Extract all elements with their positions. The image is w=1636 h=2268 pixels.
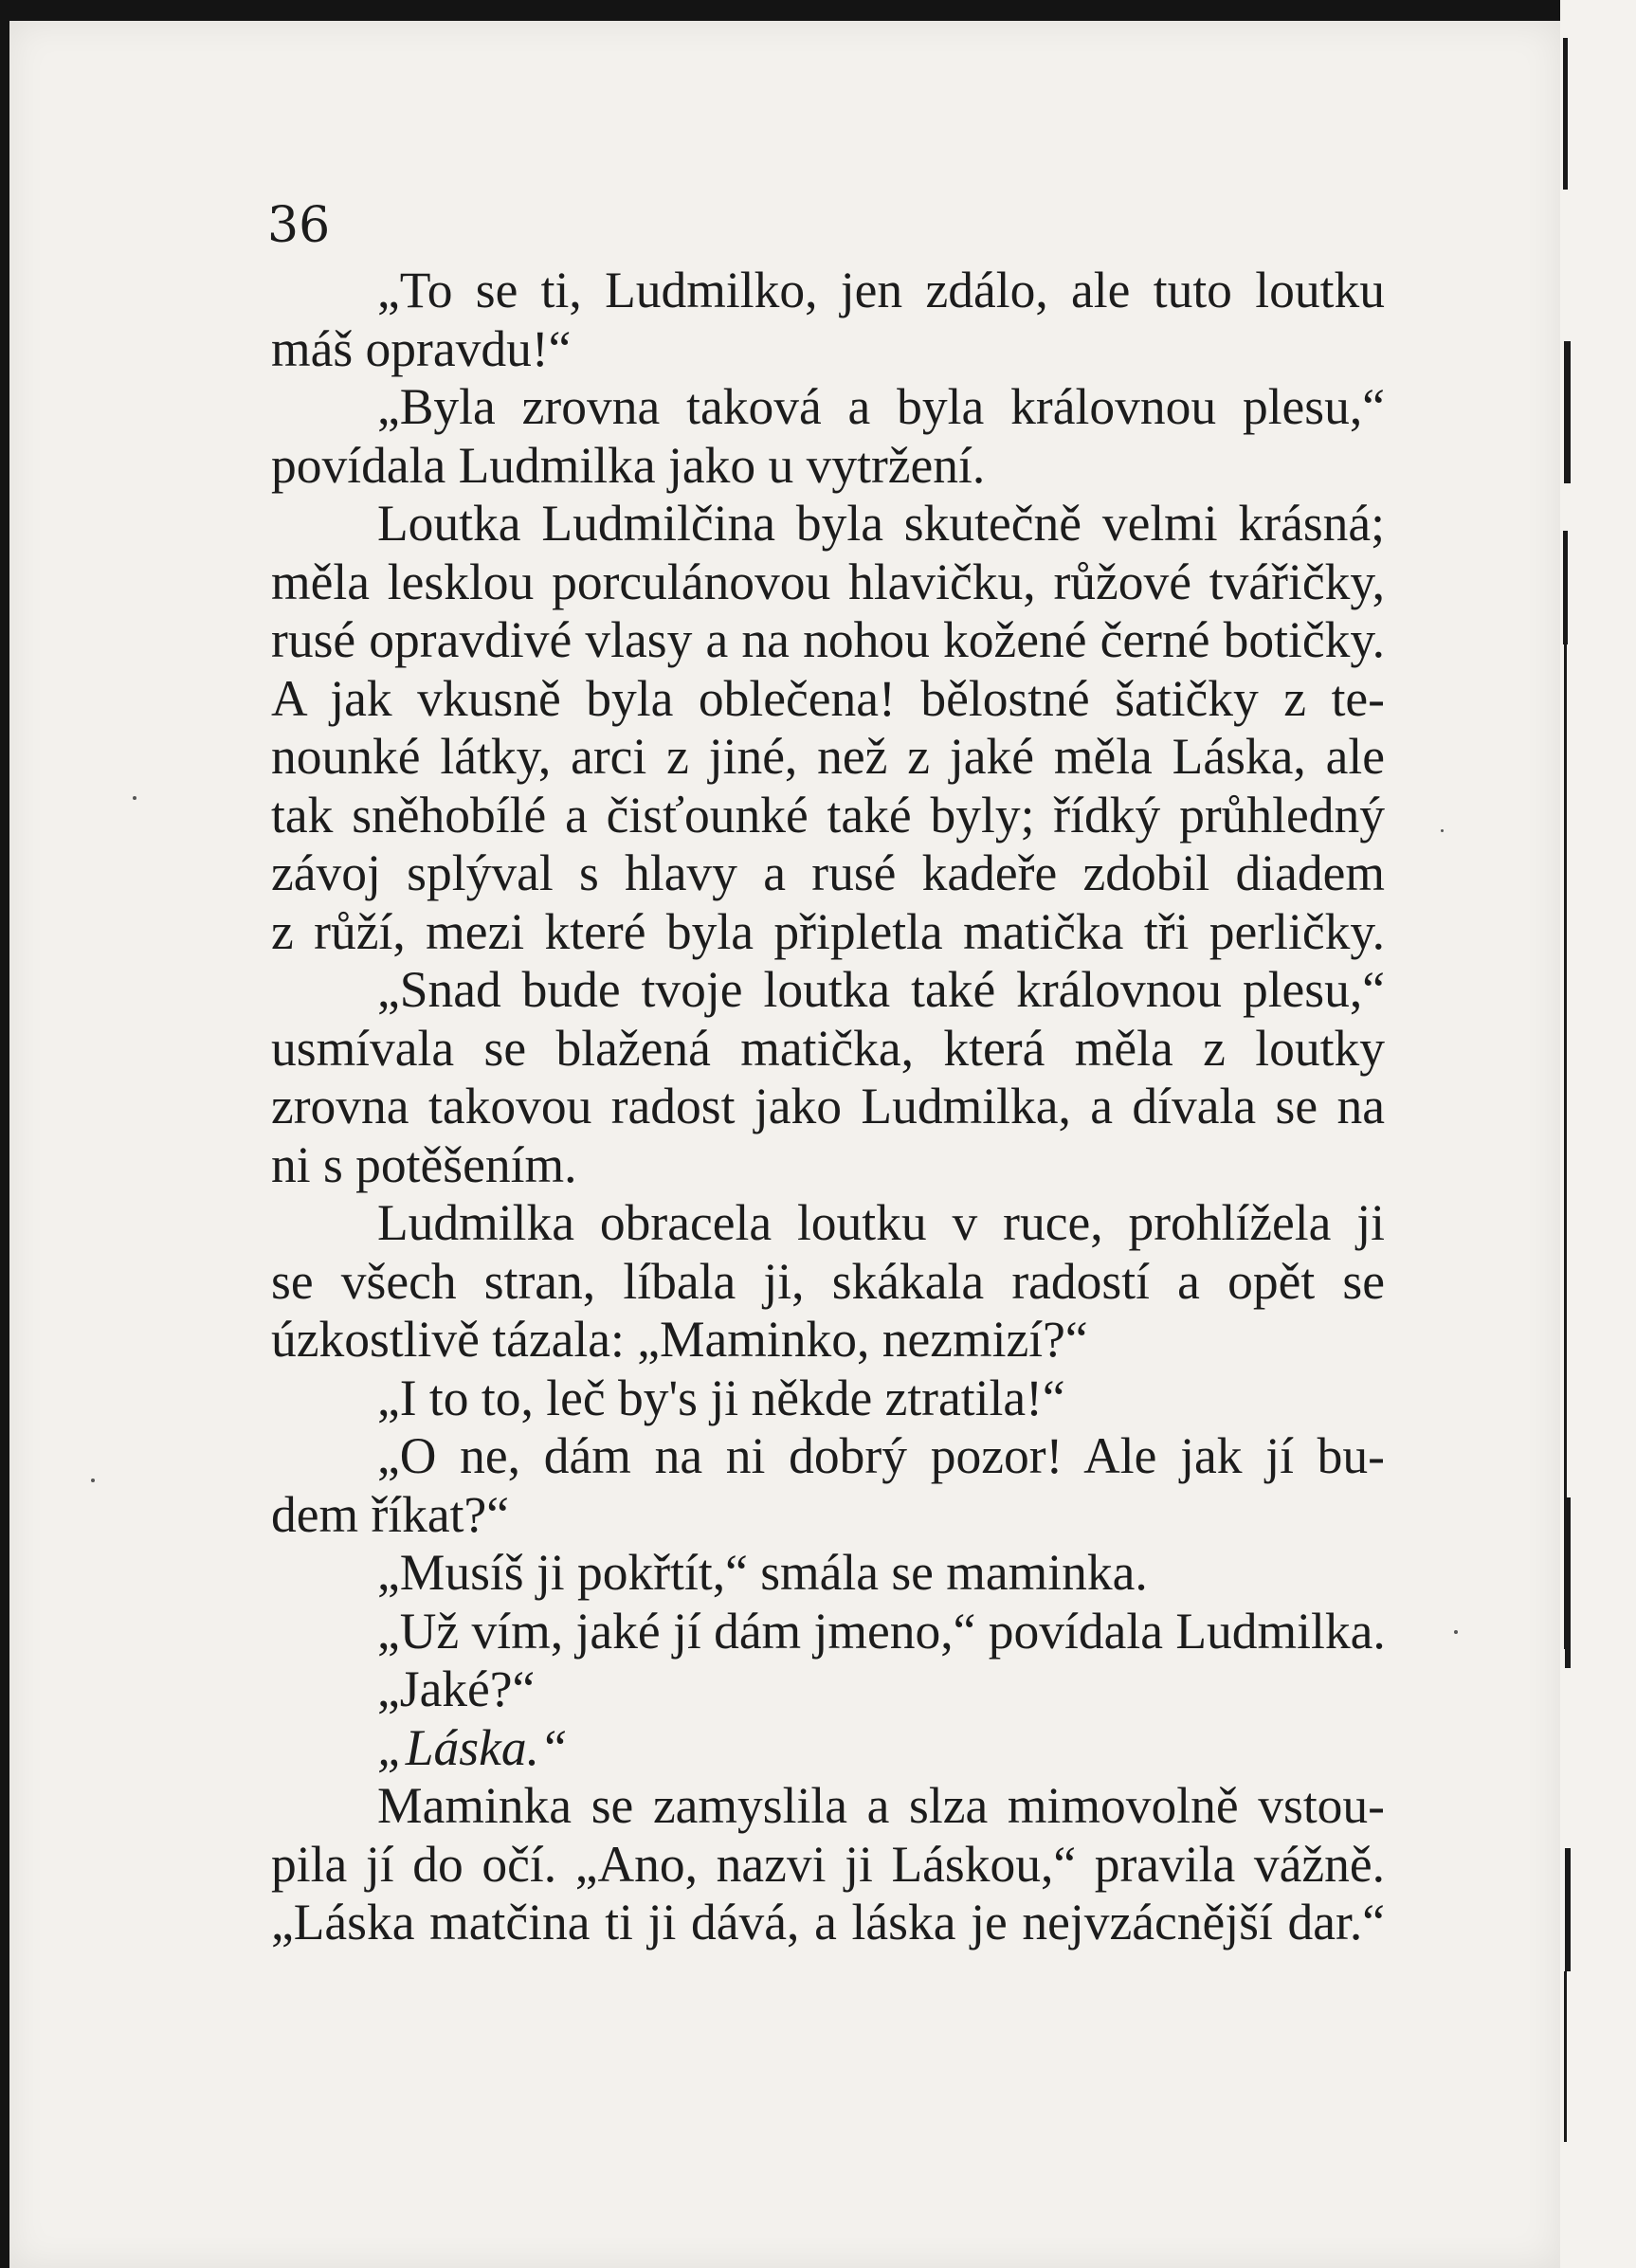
text-line: zrovna takovou radost jako Ludmilka, a dívala se na — [271, 1078, 1385, 1134]
text-line: se všech stran, líbala ji, skákala radostí a opět se — [271, 1252, 1385, 1310]
text-line: usmívala se blažená matička, která měla z loutky — [271, 1019, 1385, 1077]
text-line: Loutka Ludmilčina byla skutečně velmi krásná; — [377, 495, 1385, 552]
gutter-shadow-line — [1565, 1497, 1571, 1668]
text-line: z růží, mezi které byla připletla matička tři perličky. — [271, 902, 1385, 960]
text-line: máš opravdu!“ — [271, 319, 572, 377]
text-line: „Musíš ji pokřtít,“ smála se maminka. — [377, 1544, 1148, 1601]
text-line: „O ne, dám na ni dobrý pozor! Ale jak jí bu- — [377, 1427, 1385, 1484]
dust-speck — [133, 796, 136, 800]
text-line: „Snad bude tvoje loutka také královnou plesu,“ — [377, 961, 1385, 1018]
text-line: dem říkat?“ — [271, 1485, 510, 1543]
text-line: tak sněhobílé a čisťounké také byly; řídký průhledný — [271, 786, 1385, 844]
text-line: nounké látky, arci z jiné, než z jaké měla Láska, ale — [271, 728, 1385, 785]
gutter-shadow-line — [1564, 1971, 1567, 2142]
gutter-shadow-line — [1565, 1848, 1571, 1971]
gutter-shadow-line — [1564, 341, 1571, 483]
text-line: Ludmilka obracela loutku v ruce, prohlížela ji — [377, 1194, 1385, 1251]
page-number: 36 — [267, 197, 331, 254]
text-line: „Byla zrovna taková a byla královnou plesu,“ — [377, 378, 1385, 435]
text-line — [271, 1719, 1385, 1778]
dust-speck — [91, 1479, 95, 1482]
text-line: „Už vím, jaké jí dám jmeno,“ povídala Ludmilka. — [377, 1602, 1386, 1660]
text-line: Maminka se zamyslila a slza mimovolně vstou- — [377, 1777, 1385, 1834]
book-gutter — [1560, 0, 1636, 2268]
text-line: „I to to, leč by's ji někde ztratila!“ — [377, 1369, 1065, 1426]
text-line: pila jí do očí. „Ano, nazvi ji Láskou,“ pravila vážně. — [271, 1835, 1385, 1893]
text-line: úzkostlivě tázala: „Maminko, nezmizí?“ — [271, 1311, 1088, 1368]
text-line: povídala Ludmilka jako u vytržení. — [271, 436, 986, 494]
text-line: závoj splýval s hlavy a rusé kadeře zdobil diadem — [271, 844, 1385, 901]
gutter-shadow-line — [1564, 607, 1567, 1649]
text-line: A jak vkusně byla oblečena! bělostné šatičky z te- — [271, 669, 1385, 727]
text-line: „Jaké?“ — [377, 1660, 536, 1717]
text-line: „To se ti, Ludmilko, jen zdálo, ale tuto loutku — [377, 262, 1385, 318]
gutter-shadow-line — [1563, 38, 1568, 190]
body-text — [271, 262, 1385, 1952]
text-line: „Láska matčina ti ji dává, a láska je nejvzácnější dar.“ — [271, 1894, 1385, 1950]
text-line: měla lesklou porculánovou hlavičku, růžové tvářičky, — [271, 553, 1385, 610]
dust-speck — [1441, 829, 1444, 832]
text-line: rusé opravdivé vlasy a na nohou kožené černé botičky. — [271, 611, 1385, 668]
text-line: ni s potěšením. — [271, 1135, 577, 1193]
dust-speck — [1454, 1630, 1458, 1634]
italic-name: „Láska.“ — [377, 1718, 568, 1776]
